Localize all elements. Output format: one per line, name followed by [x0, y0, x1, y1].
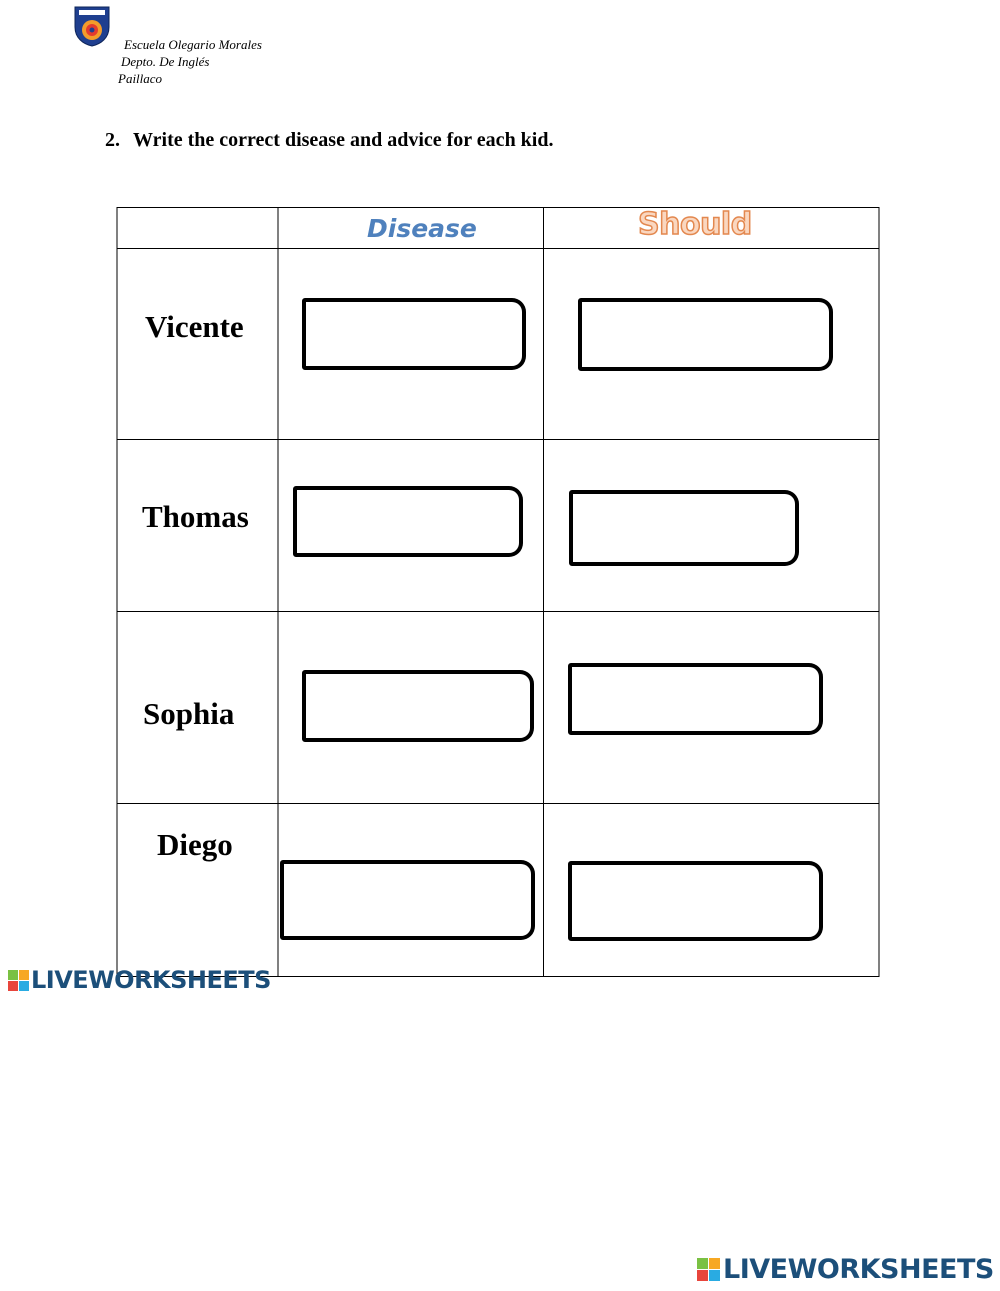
watermark-text: LIVEWORKSHEETS — [31, 966, 271, 994]
disease-answer-box-sophia[interactable] — [302, 670, 534, 742]
liveworksheets-logo-icon — [697, 1258, 720, 1281]
disease-answer-box-diego[interactable] — [280, 860, 535, 940]
liveworksheets-watermark — [8, 968, 271, 992]
disease-answer-box-thomas[interactable] — [293, 486, 523, 557]
watermark-text: LIVEWORKSHEETS — [723, 1254, 994, 1285]
instruction-text: Write the correct disease and advice for each kid. — [133, 129, 554, 151]
liveworksheets-logo-icon — [8, 970, 29, 991]
should-answer-box-diego[interactable] — [568, 861, 823, 941]
should-answer-box-thomas[interactable] — [569, 490, 799, 566]
column-header-disease: Disease — [367, 214, 477, 243]
liveworksheets-watermark-footer — [697, 1256, 994, 1283]
instruction-number: 2. — [105, 129, 120, 151]
school-name: Escuela Olegario Morales — [124, 37, 262, 52]
row-name-vicente: Vicente — [145, 309, 244, 344]
row-name-thomas: Thomas — [142, 499, 249, 534]
column-header-should: Should — [638, 207, 752, 242]
instruction — [105, 129, 554, 152]
school-crest-icon — [73, 5, 111, 47]
should-answer-box-sophia[interactable] — [568, 663, 823, 735]
row-name-sophia: Sophia — [143, 696, 235, 731]
city-name: Paillaco — [118, 71, 163, 86]
department-name: Depto. De Inglés — [121, 54, 210, 69]
row-name-diego: Diego — [157, 827, 233, 862]
should-answer-box-vicente[interactable] — [578, 298, 833, 371]
disease-answer-box-vicente[interactable] — [302, 298, 526, 370]
